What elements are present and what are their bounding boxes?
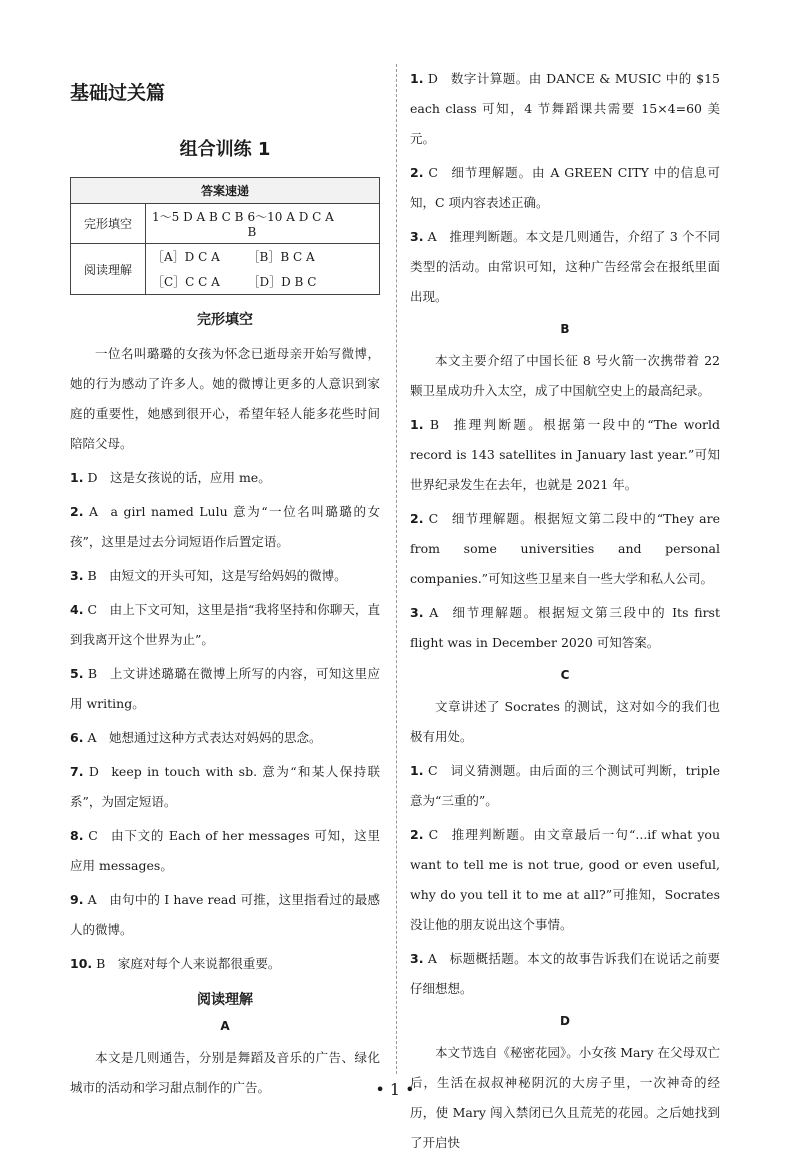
answer-explanation: 词义猜测题。由后面的三个测试可判断，triple 意为“三重的”。 (410, 763, 720, 808)
answer-item (410, 64, 720, 154)
cloze-title: 完形填空 (197, 312, 253, 328)
answer-explanation: 推理判断题。根据第一段中的“The world record is 143 satellites in January last year.”可知世界纪录发生在去年，也就是 2021 年。 (410, 417, 720, 492)
answer-letter: C (428, 511, 439, 526)
cloze-label: 完形填空 (71, 204, 146, 244)
answer-number: 2. (410, 827, 424, 842)
answer-number: 3. (410, 951, 424, 966)
reading-label: 阅读理解 (71, 244, 146, 295)
reading-d-intro: 本文节选自《秘密花园》。小女孩 Mary 在父母双亡后，生活在叔叔神秘阴沉的大房子里，一次神奇的经历，使 Mary 闯入禁闭已久且荒芜的花园。之后她找到了开启快 (410, 1045, 720, 1150)
answer-explanation: 细节理解题。根据短文第三段中的 Its first flight was in December 2020 可知答案。 (410, 605, 720, 650)
answer-number: 3. (70, 568, 84, 583)
answer-explanation: 由句中的 I have read 可推，这里指看过的最感人的微博。 (70, 892, 380, 937)
answer-explanation: keep in touch with sb. 意为“和某人保持联系”，为固定短语。 (70, 764, 380, 809)
answer-item (410, 410, 720, 500)
answer-item (410, 158, 720, 218)
answer-number: 7. (70, 764, 84, 779)
answer-number: 8. (70, 828, 84, 843)
answer-item (410, 820, 720, 940)
answer-explanation: 她想通过这种方式表达对妈妈的思念。 (108, 730, 322, 745)
answer-item (410, 504, 720, 594)
answer-letter: A (427, 229, 437, 244)
cloze-answer-list (70, 463, 380, 979)
left-column (70, 64, 380, 1107)
answer-explanation: 由上下文可知，这里是指“我将坚持和你聊天，直到我离开这个世界为止”。 (70, 602, 380, 647)
answer-explanation: 推理判断题。本文是几则通告，介绍了 3 个不同类型的活动。由常识可知，这种广告经常会在报纸里面出现。 (410, 229, 720, 304)
answer-item (70, 949, 380, 979)
answer-explanation: 细节理解题。由 A GREEN CITY 中的信息可知，C 项内容表述正确。 (410, 165, 720, 210)
answer-letter: B (429, 417, 439, 432)
answer-number: 1. (70, 470, 84, 485)
answer-letter: B (87, 666, 97, 681)
answer-letter: B (96, 956, 106, 971)
answer-explanation: 上文讲述璐璐在微博上所写的内容，可知这里应用 writing。 (70, 666, 380, 711)
answer-table-header: 答案速递 (71, 178, 380, 204)
answer-number: 5. (70, 666, 84, 681)
reading-a-letter: A (220, 1019, 230, 1033)
answer-explanation: 家庭对每个人来说都很重要。 (117, 956, 281, 971)
reading-answers-b: ［B］B C A (247, 250, 315, 264)
answer-explanation: 细节理解题。根据短文第二段中的“They are from some universities and personal companies.”可知这些卫星来自一些大学和私人公司。 (410, 511, 720, 586)
section-title: 基础过关篇 (70, 82, 166, 104)
answer-number: 1. (410, 71, 424, 86)
answer-item (70, 595, 380, 655)
reading-b-answer-list (410, 410, 720, 658)
answer-number: 2. (410, 165, 424, 180)
answer-item (70, 757, 380, 817)
answer-number: 1. (410, 417, 424, 432)
answer-number: 2. (70, 504, 84, 519)
reading-a-intro: 本文是几则通告，分别是舞蹈及音乐的广告、绿化城市的活动和学习甜点制作的广告。 (70, 1050, 380, 1095)
answer-explanation: 标题概括题。本文的故事告诉我们在说话之前要仔细想想。 (410, 951, 720, 996)
answer-item (70, 463, 380, 493)
answer-item (70, 561, 380, 591)
answer-item (70, 821, 380, 881)
answer-letter: B (87, 568, 97, 583)
reading-c-letter: C (560, 668, 570, 682)
answer-explanation: 数字计算题。由 DANCE & MUSIC 中的 $15 each class 可知，4 节舞蹈课共需要 15×4=60 美元。 (410, 71, 720, 146)
answer-item (70, 885, 380, 945)
answer-item (70, 497, 380, 557)
answer-letter: A (427, 951, 437, 966)
cloze-answers-2: 6～10 A D C A B (247, 210, 334, 239)
answer-letter: D (427, 71, 438, 86)
answer-item (70, 723, 380, 753)
answer-number: 6. (70, 730, 84, 745)
answer-item (410, 598, 720, 658)
page-number: • 1 • (375, 1080, 415, 1099)
right-column (410, 64, 720, 1162)
answer-item (410, 944, 720, 1004)
answer-number: 1. (410, 763, 424, 778)
answer-number: 10. (70, 956, 93, 971)
answer-table (70, 177, 380, 295)
reading-c-answer-list (410, 756, 720, 1004)
answer-letter: D (88, 764, 99, 779)
training-title: 组合训练 1 (179, 139, 271, 160)
answer-explanation: 这是女孩说的话，应用 me。 (109, 470, 271, 485)
answer-letter: C (428, 165, 438, 180)
reading-d-letter: D (560, 1014, 570, 1028)
cloze-answers-1: 1～5 D A B C B (152, 210, 244, 224)
reading-a-answer-list (410, 64, 720, 312)
answer-explanation: a girl named Lulu 意为“一位名叫璐璐的女孩”，这里是过去分词短语作后置定语。 (70, 504, 380, 549)
answer-letter: C (88, 828, 98, 843)
reading-answers-a: ［A］D C A (152, 250, 220, 264)
reading-answers-d: ［D］D B C (247, 275, 317, 289)
answer-letter: C (428, 827, 439, 842)
answer-explanation: 由短文的开头可知，这是写给妈妈的微博。 (109, 568, 347, 583)
answer-letter: A (87, 892, 97, 907)
answer-explanation: 由下文的 Each of her messages 可知，这里应用 messages。 (70, 828, 380, 873)
answer-letter: A (429, 605, 439, 620)
cloze-intro: 一位名叫璐璐的女孩为怀念已逝母亲开始写微博，她的行为感动了许多人。她的微博让更多的人意识到家庭的重要性，她感到很开心，希望年轻人能多花些时间陪陪父母。 (70, 346, 380, 451)
reading-answers-c: ［C］C C A (152, 275, 220, 289)
answer-letter: A (88, 504, 99, 519)
answer-letter: D (87, 470, 98, 485)
answer-letter: C (427, 763, 438, 778)
answer-number: 3. (410, 605, 424, 620)
reading-c-intro: 文章讲述了 Socrates 的测试，这对如今的我们也极有用处。 (410, 699, 720, 744)
answer-number: 4. (70, 602, 84, 617)
answer-letter: C (87, 602, 98, 617)
reading-b-intro: 本文主要介绍了中国长征 8 号火箭一次携带着 22 颗卫星成功升入太空，成了中国航空史上的最高纪录。 (410, 353, 720, 398)
answer-number: 3. (410, 229, 424, 244)
answer-letter: A (87, 730, 97, 745)
reading-b-letter: B (560, 322, 570, 336)
answer-item (410, 222, 720, 312)
reading-title: 阅读理解 (197, 992, 253, 1008)
answer-item (70, 659, 380, 719)
answer-number: 9. (70, 892, 84, 907)
column-divider (396, 64, 397, 1074)
answer-explanation: 推理判断题。由文章最后一句“...if what you want to tell me is not true, good or even useful, why do you tell it to me at all?”可推知，Socrates 没让他的朋友说出这个事情。 (410, 827, 720, 932)
answer-number: 2. (410, 511, 424, 526)
answer-item (410, 756, 720, 816)
